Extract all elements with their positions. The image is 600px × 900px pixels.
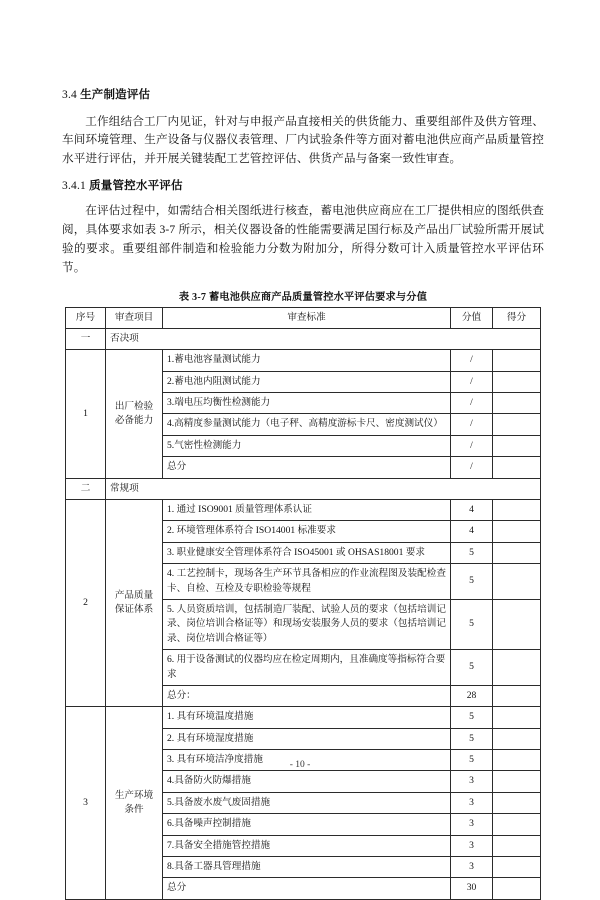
review-criterion: 4. 工艺控制卡，现场各生产环节具备相应的作业流程图及装配检查卡、自检、互检及专职检验等规程 (163, 564, 451, 600)
criterion-got-score[interactable] (493, 393, 541, 414)
criterion-score: 5 (451, 650, 493, 686)
subsection-heading (62, 179, 544, 195)
table-caption: 表 3-7 蓄电池供应商产品质量管控水平评估要求与分值 (178, 291, 428, 303)
criterion-got-score[interactable] (493, 414, 541, 435)
page-number: - 10 - (289, 760, 311, 770)
criterion-got-score[interactable] (493, 599, 541, 649)
quality-control-score-table (65, 307, 541, 900)
table-row (66, 350, 541, 371)
criterion-got-score[interactable] (493, 435, 541, 456)
criterion-got-score[interactable] (493, 521, 541, 542)
criterion-got-score[interactable] (493, 878, 541, 899)
subsection-heading-number: 3.4.1 (62, 179, 86, 192)
review-criterion: 7.具备安全措施管控措施 (163, 835, 451, 856)
review-criterion: 总分： (163, 685, 451, 706)
review-criterion: 总分 (163, 457, 451, 478)
criterion-score: / (451, 393, 493, 414)
table-row (66, 500, 541, 521)
column-header-got: 得分 (493, 307, 541, 328)
column-header-no: 序号 (66, 307, 106, 328)
review-criterion: 6.具备噪声控制措施 (163, 814, 451, 835)
review-criterion: 8.具备工器具管理措施 (163, 857, 451, 878)
criterion-got-score[interactable] (493, 857, 541, 878)
criterion-got-score[interactable] (493, 835, 541, 856)
section-heading-number: 3.4 (62, 89, 77, 101)
review-item-name: 产品质量 保证体系 (106, 500, 163, 707)
criterion-score: / (451, 414, 493, 435)
review-criterion: 5.气密性检测能力 (163, 435, 451, 456)
section-heading-title: 生产制造评估 (80, 89, 151, 101)
review-criterion: 总分 (163, 878, 451, 899)
criterion-score: 5 (451, 542, 493, 563)
criterion-score: 5 (451, 707, 493, 728)
table-header-row (66, 307, 541, 328)
row-number: 3 (66, 707, 106, 900)
subsection-heading-title: 质量管控水平评估 (89, 179, 183, 192)
paragraph-production-evaluation: 工作组结合工厂内见证，针对与申报产品直接相关的供货能力、重要组部件及供方管理、车间环境管理、生产设备与仪器仪表管理、厂内试验条件等方面对蓄电池供应商产品质量管控水平进行评估，并开展关键装配工艺管控评估、供货产品与备案一致性审查。 (62, 114, 544, 166)
criterion-got-score[interactable] (493, 707, 541, 728)
table-row (66, 707, 541, 728)
review-criterion: 5. 人员资质培训，包括制造厂装配、试验人员的要求（包括培训记录、岗位培训合格证等）和现场安装服务人员的要求（包括培训记录、岗位培训合格证等） (163, 599, 451, 649)
criterion-score: 28 (451, 685, 493, 706)
criterion-got-score[interactable] (493, 564, 541, 600)
category-label: 二 (66, 478, 106, 499)
criterion-score: 5 (451, 599, 493, 649)
criterion-score: 3 (451, 857, 493, 878)
review-criterion: 6. 用于设备测试的仪器均应在检定周期内，且准确度等指标符合要求 (163, 650, 451, 686)
review-criterion: 4.高精度参量测试能力（电子秤、高精度游标卡尺、密度测试仪） (163, 414, 451, 435)
review-criterion: 2. 具有环境湿度措施 (163, 728, 451, 749)
review-item-name: 生产环境 条件 (106, 707, 163, 900)
category-name: 否决项 (106, 328, 541, 349)
column-header-item: 审查项目 (106, 307, 163, 328)
review-criterion: 1.蓄电池容量测试能力 (163, 350, 451, 371)
review-item-name: 出厂检验 必备能力 (106, 350, 163, 478)
criterion-got-score[interactable] (493, 500, 541, 521)
review-criterion: 2. 环境管理体系符合 ISO14001 标准要求 (163, 521, 451, 542)
row-number: 1 (66, 350, 106, 478)
criterion-got-score[interactable] (493, 814, 541, 835)
row-number: 2 (66, 500, 106, 707)
criterion-got-score[interactable] (493, 685, 541, 706)
criterion-score: 4 (451, 521, 493, 542)
criterion-got-score[interactable] (493, 792, 541, 813)
review-criterion: 3. 具有环境洁净度措施 (163, 750, 451, 771)
criterion-got-score[interactable] (493, 457, 541, 478)
review-criterion: 4.具备防火防爆措施 (163, 771, 451, 792)
table-category-row (66, 478, 541, 499)
paragraph-quality-control: 在评估过程中，如需结合相关图纸进行核查，蓄电池供应商应在工厂提供相应的图纸供查阅，具体要求如表 3-7 所示，相关仪器设备的性能需要满足国行标及产品出厂试验所需开展试验的要求。重要组部件制造和检验能力分数为附加分，所得分数可计入质量管控水平评估环节。 (62, 204, 544, 274)
criterion-score: 4 (451, 500, 493, 521)
criterion-got-score[interactable] (493, 771, 541, 792)
column-header-criterion: 审查标准 (163, 307, 451, 328)
review-criterion: 5.具备废水废气废固措施 (163, 792, 451, 813)
criterion-score: 5 (451, 728, 493, 749)
criterion-got-score[interactable] (493, 728, 541, 749)
table-category-row (66, 328, 541, 349)
criterion-score: / (451, 350, 493, 371)
criterion-score: 3 (451, 771, 493, 792)
criterion-score: / (451, 371, 493, 392)
criterion-got-score[interactable] (493, 371, 541, 392)
review-criterion: 2.蓄电池内阻测试能力 (163, 371, 451, 392)
criterion-score: 30 (451, 878, 493, 899)
criterion-score: 3 (451, 792, 493, 813)
review-criterion: 3.端电压均衡性检测能力 (163, 393, 451, 414)
section-heading (62, 88, 544, 104)
review-criterion: 1. 具有环境温度措施 (163, 707, 451, 728)
criterion-score: 5 (451, 564, 493, 600)
review-criterion: 3. 职业健康安全管理体系符合 ISO45001 或 OHSAS18001 要求 (163, 542, 451, 563)
criterion-score: 3 (451, 814, 493, 835)
criterion-score: / (451, 457, 493, 478)
criterion-got-score[interactable] (493, 350, 541, 371)
criterion-got-score[interactable] (493, 542, 541, 563)
category-name: 常规项 (106, 478, 541, 499)
criterion-score: 3 (451, 835, 493, 856)
table-body (66, 328, 541, 899)
column-header-score: 分值 (451, 307, 493, 328)
criterion-got-score[interactable] (493, 650, 541, 686)
review-criterion: 1. 通过 ISO9001 质量管理体系认证 (163, 500, 451, 521)
criterion-score: 5 (451, 750, 493, 771)
category-label: 一 (66, 328, 106, 349)
criterion-score: / (451, 435, 493, 456)
